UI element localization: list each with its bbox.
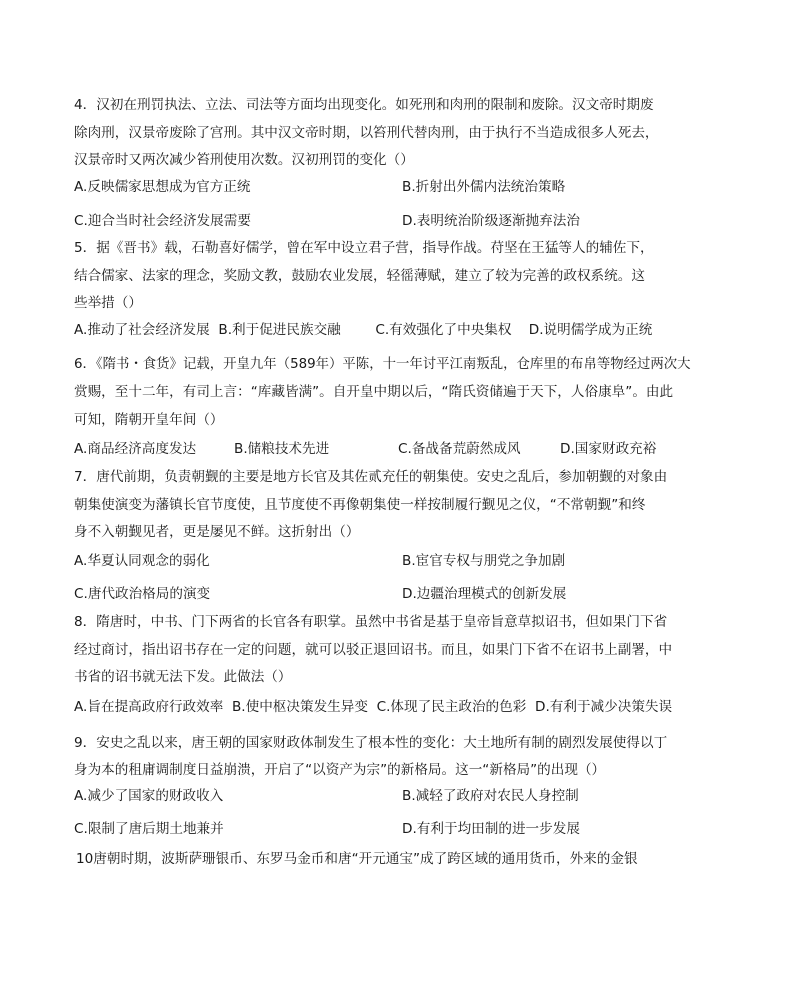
question-9-line-1: 9．安史之乱以来，唐王朝的国家财政体制发生了根本性的变化：大土地所有制的剧烈发展使得以丁 <box>74 735 668 751</box>
question-9-option-d: D.有利于均田制的进一步发展 <box>402 821 580 837</box>
question-9-option-a: A.减少了国家的财政收入 <box>74 788 224 804</box>
question-5-line-3: 些举措（） <box>74 295 142 311</box>
question-7-option-a: A.华夏认同观念的弱化 <box>74 553 210 569</box>
question-5-line-2: 结合儒家、法家的理念，奖励文教，鼓励农业发展，轻徭薄赋，建立了较为完善的政权系统。这 <box>74 268 645 284</box>
question-10-line-1: 10唐朝时期，波斯萨珊银币、东罗马金币和唐“开元通宝”成了跨区域的通用货币，外来的金银 <box>76 851 638 867</box>
question-4-option-b: B.折射出外儒内法统治策略 <box>402 179 566 195</box>
question-9-line-2: 身为本的租庸调制度日益崩溃，开启了“以资产为宗”的新格局。这一“新格局”的出现（） <box>74 762 606 778</box>
question-4-option-d: D.表明统治阶级逐渐抛弃法治 <box>402 213 580 229</box>
question-8-line-3: 书省的诏书就无法下发。此做法（） <box>74 669 292 685</box>
question-7-line-2: 朝集使演变为藩镇长官节度使，且节度使不再像朝集使一样按制履行觐见之仪，“不常朝觐”和终 <box>74 497 646 513</box>
question-6-line-2: 赏赐，至十二年，有司上言：“库藏皆满”。自开皇中期以后，“隋氏资储遍于天下，人俗康阜”。由此 <box>74 384 674 400</box>
question-7-option-b: B.宦官专权与朋党之争加剧 <box>402 553 566 569</box>
question-4-option-a: A.反映儒家思想成为官方正统 <box>74 179 251 195</box>
question-7-line-1: 7．唐代前期，负责朝觐的主要是地方长官及其佐贰充任的朝集使。安史之乱后，参加朝觐的对象由 <box>74 469 668 485</box>
question-5-options: A.推动了社会经济发展 B.利于促进民族交融 C.有效强化了中央集权 D.说明儒学成为正统 <box>74 322 653 338</box>
question-4-line-1: 4．汉初在刑罚执法、立法、司法等方面均出现变化。如死刑和肉刑的限制和废除。汉文帝时期废 <box>74 97 654 113</box>
question-7-line-3: 身不入朝觐见者，更是屡见不鲜。这折射出（） <box>74 524 360 540</box>
question-6-option-d: D.国家财政充裕 <box>560 441 657 457</box>
question-9-option-b: B.减轻了政府对农民人身控制 <box>402 788 579 804</box>
question-6-line-3: 可知，隋朝开皇年间（） <box>74 412 224 428</box>
question-8-line-2: 经过商讨，指出诏书存在一定的问题，就可以驳正退回诏书。而且，如果门下省不在诏书上副署，中 <box>74 642 673 658</box>
question-6-option-b: B.储粮技术先进 <box>234 441 330 457</box>
question-6-option-a: A.商品经济高度发达 <box>74 441 197 457</box>
question-9-option-c: C.限制了唐后期土地兼并 <box>74 821 224 837</box>
question-7-option-c: C.唐代政治格局的演变 <box>74 586 211 602</box>
question-8-options: A.旨在提高政府行政效率 B.使中枢决策发生异变 C.体现了民主政治的色彩 D.有利于减少决策失误 <box>74 699 673 715</box>
question-6-line-1: 6．《隋书・食货》记载，开皇九年（589年）平陈，十一年讨平江南叛乱，仓库里的布帛等物经过两次大 <box>74 357 691 372</box>
question-8-line-1: 8．隋唐时，中书、门下两省的长官各有职掌。虽然中书省是基于皇帝旨意草拟诏书，但如果门下省 <box>74 614 668 630</box>
question-7-option-d: D.边疆治理模式的创新发展 <box>402 586 567 602</box>
question-6-option-c: C.备战备荒蔚然成风 <box>398 441 521 457</box>
question-4-line-3: 汉景帝时又两次减少笞刑使用次数。汉初刑罚的变化（） <box>74 152 414 168</box>
question-5-line-1: 5．据《晋书》载，石勒喜好儒学，曾在军中设立君子营，指导作战。苻坚在王猛等人的辅佐下， <box>74 240 654 256</box>
question-4-option-c: C.迎合当时社会经济发展需要 <box>74 213 251 229</box>
question-4-line-2: 除肉刑，汉景帝废除了宫刑。其中汉文帝时期，以笞刑代替肉刑，由于执行不当造成很多人死去， <box>74 125 659 141</box>
